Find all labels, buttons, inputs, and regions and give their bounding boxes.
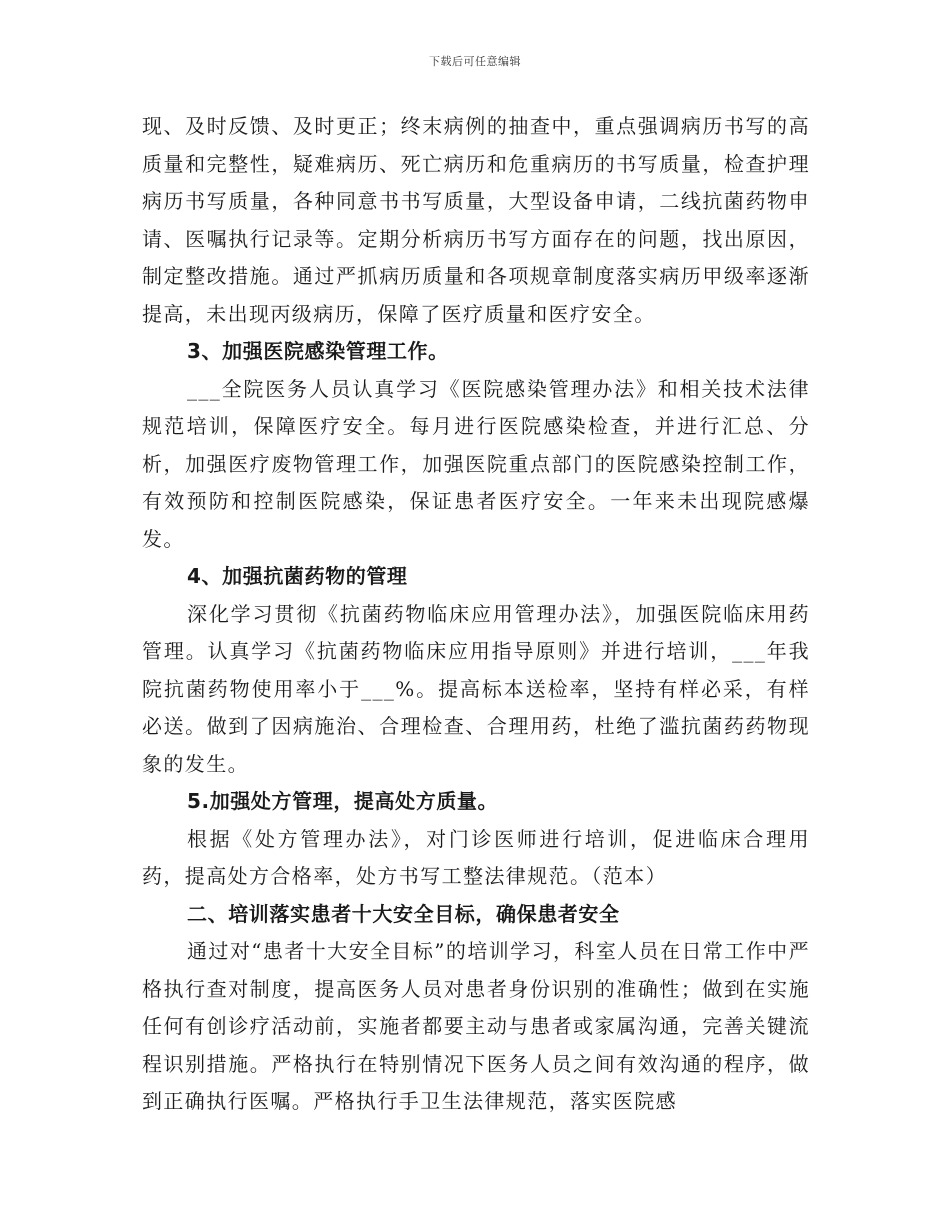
page-header: 下载后可任意编辑: [429, 55, 521, 68]
paragraph-medical-records: 现、及时反馈、及时更正；终末病例的抽查中，重点强调病历书写的高质量和完整性，疑难病历、死亡病历和危重病历的书写质量，检查护理病历书写质量，各种同意书书写质量，大型设备申请，二线抗菌药物申请、医嘱执行记录等。定期分析病历书写方面存在的问题，找出原因，制定整改措施。通过严抓病历质量和各项规章制度落实病历甲级率逐渐提高，未出现丙级病历，保障了医疗质量和医疗安全。: [142, 114, 810, 326]
heading-antibiotic-management: 4、加强抗菌药物的管理: [187, 564, 408, 588]
heading-patient-safety-goals: 二、培训落实患者十大安全目标，确保患者安全: [187, 901, 620, 926]
paragraph-infection-management: ___全院医务人员认真学习《医院感染管理办法》和相关技术法律规范培训，保障医疗安全。每月进行医院感染检查，并进行汇总、分析，加强医疗废物管理工作，加强医院重点部门的医院感染控制工作，有效预防和控制医院感染，保证患者医疗安全。一年来未出现院感爆发。: [142, 376, 810, 551]
paragraph-prescription-management: 根据《处方管理办法》，对门诊医师进行培训，促进临床合理用药，提高处方合格率，处方书写工整法律规范。（范本）: [142, 826, 810, 888]
heading-prescription-management: 5.加强处方管理，提高处方质量。: [187, 789, 499, 813]
paragraph-antibiotic-management: 深化学习贯彻《抗菌药物临床应用管理办法》，加强医院临床用药管理。认真学习《抗菌药物临床应用指导原则》并进行培训，___年我院抗菌药物使用率小于___%。提高标本送检率，坚持有样必采，有样必送。做到了因病施治、合理检查、合理用药，杜绝了滥抗菌药药物现象的发生。: [142, 601, 810, 776]
heading-infection-management: 3、加强医院感染管理工作。: [187, 339, 449, 363]
document-body: [142, 108, 810, 1121]
paragraph-patient-safety-goals: 通过对“患者十大安全目标”的培训学习，科室人员在日常工作中严格执行查对制度，提高医务人员对患者身份识别的准确性；做到在实施任何有创诊疗活动前，实施者都要主动与患者或家属沟通，完善关键流程识别措施。严格执行在特别情况下医务人员之间有效沟通的程序，做到正确执行医嘱。严格执行手卫生法律规范，落实医院感: [142, 939, 810, 1113]
